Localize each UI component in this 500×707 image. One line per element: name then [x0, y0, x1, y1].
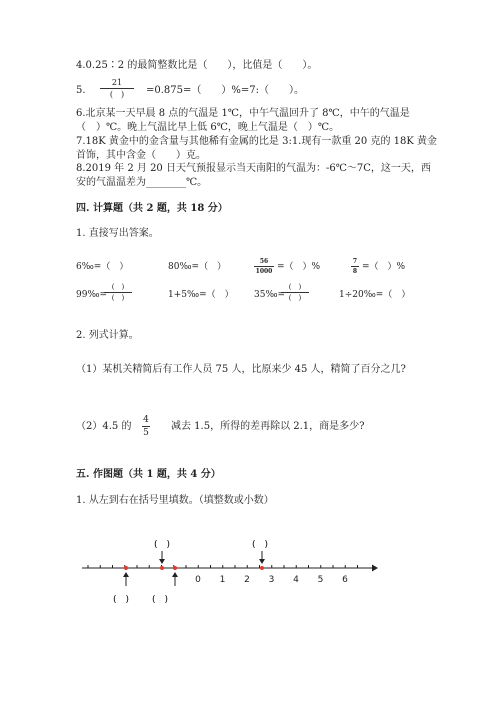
- number-line-tick-label: 0: [195, 575, 201, 585]
- point-marker-d: [260, 566, 264, 570]
- point-marker-b: [160, 566, 164, 570]
- question-5-fraction: [100, 78, 134, 99]
- fraction-numerator: 21: [111, 78, 123, 87]
- number-line-tick-label: 5: [317, 575, 324, 585]
- question-5-prefix: 5.: [76, 85, 86, 96]
- fraction-denominator: ( ): [109, 90, 125, 99]
- bottom-blank-right: ( ): [151, 595, 169, 605]
- point-marker-c: [173, 566, 177, 570]
- section-5-q1-title: 1. 从左到右在括号里填数。（填整数或小数）: [76, 495, 274, 506]
- calc-1-div-20-permille: 1÷20‰=（ ）: [339, 290, 411, 300]
- calc-56-over-1000-answer: =（ ）%: [277, 262, 321, 272]
- section-4-q1-title: 1. 直接写出答案。: [76, 228, 159, 239]
- calc-99-permille-fraction: ( ) ( ): [104, 283, 132, 302]
- question-6-line1: 6.北京某一天早晨 8 点的气温是 1℃，中午气温回升了 8℃，中午的气温是: [76, 108, 410, 119]
- bottom-blank-left: ( ): [112, 595, 130, 605]
- question-5-rest: =0.875=（ ）%=7:（ ）。: [146, 85, 304, 96]
- number-line-tick-label: 3: [268, 575, 275, 585]
- calc-6-permille: 6‰=（ ）: [76, 262, 129, 272]
- number-line-arrowhead: [372, 565, 378, 572]
- arrow-up-right-icon: [172, 572, 178, 586]
- section-4-q2-part2-fraction: 4 5: [143, 415, 149, 438]
- arrow-up-left-icon: [123, 572, 129, 586]
- calc-80-permille: 80‰=（ ）: [168, 262, 227, 272]
- section-4-q2-part2-prefix: （2）4.5 的: [76, 421, 132, 432]
- question-7-line1: 7.18K 黄金中的金含量与其他稀有金属的比是 3:1.现有一款重 20 克的 18K 黄金: [76, 136, 438, 147]
- question-8-line2: 安的气温温差为________℃。: [76, 177, 208, 188]
- calc-35-permille-fraction: ( ) ( ): [281, 283, 309, 302]
- question-4: 4.0.25∶2 的最简整数比是（ ），比值是（ ）。: [76, 60, 318, 71]
- top-blank-right: ( ): [251, 540, 269, 550]
- calc-7-over-8-answer: =（ ）%: [362, 262, 406, 272]
- section-4-title: 四. 计算题（共 2 题，共 18 分）: [76, 203, 228, 214]
- section-5-title: 五. 作图题（共 1 题，共 4 分）: [76, 469, 221, 480]
- calc-1-plus-5-permille: 1+5‰=（ ）: [168, 290, 234, 300]
- number-line-tick-label: 1: [219, 575, 226, 585]
- calc-99-permille-prefix: 99‰=: [76, 290, 108, 300]
- calc-7-over-8-fraction: 7 8: [352, 258, 358, 275]
- question-7-line2: 首饰，其中含金（ ）克。: [76, 150, 206, 161]
- number-line-tick-label: 6: [342, 575, 348, 585]
- number-line-tick-label: 2: [244, 575, 250, 585]
- calc-56-over-1000-fraction: 56 1000: [255, 258, 273, 275]
- section-4-q2-part2-rest: 减去 1.5，所得的差再除以 2.1，商是多少?: [171, 421, 365, 432]
- top-blank-left: ( ): [153, 540, 171, 550]
- section-4-q2-part1: （1）某机关精简后有工作人员 75 人，比原来少 45 人，精简了百分之几?: [76, 364, 406, 375]
- point-marker-a: [124, 566, 128, 570]
- number-line-figure: [0, 530, 500, 620]
- section-4-q2-title: 2. 列式计算。: [76, 330, 139, 341]
- question-6-line2: （ ）℃。晚上气温比早上低 6℃，晚上气温是（ ）℃。: [76, 122, 340, 133]
- question-8-line1: 8.2019 年 2 月 20 日天气预报显示当天南阳的气温为：-6℃～7C，这一天，西: [76, 163, 431, 174]
- number-line-tick-label: 4: [293, 575, 299, 585]
- arrow-down-left-icon: [159, 551, 165, 564]
- arrow-down-right-icon: [259, 551, 265, 564]
- calc-35-permille-prefix: 35‰=: [254, 290, 286, 300]
